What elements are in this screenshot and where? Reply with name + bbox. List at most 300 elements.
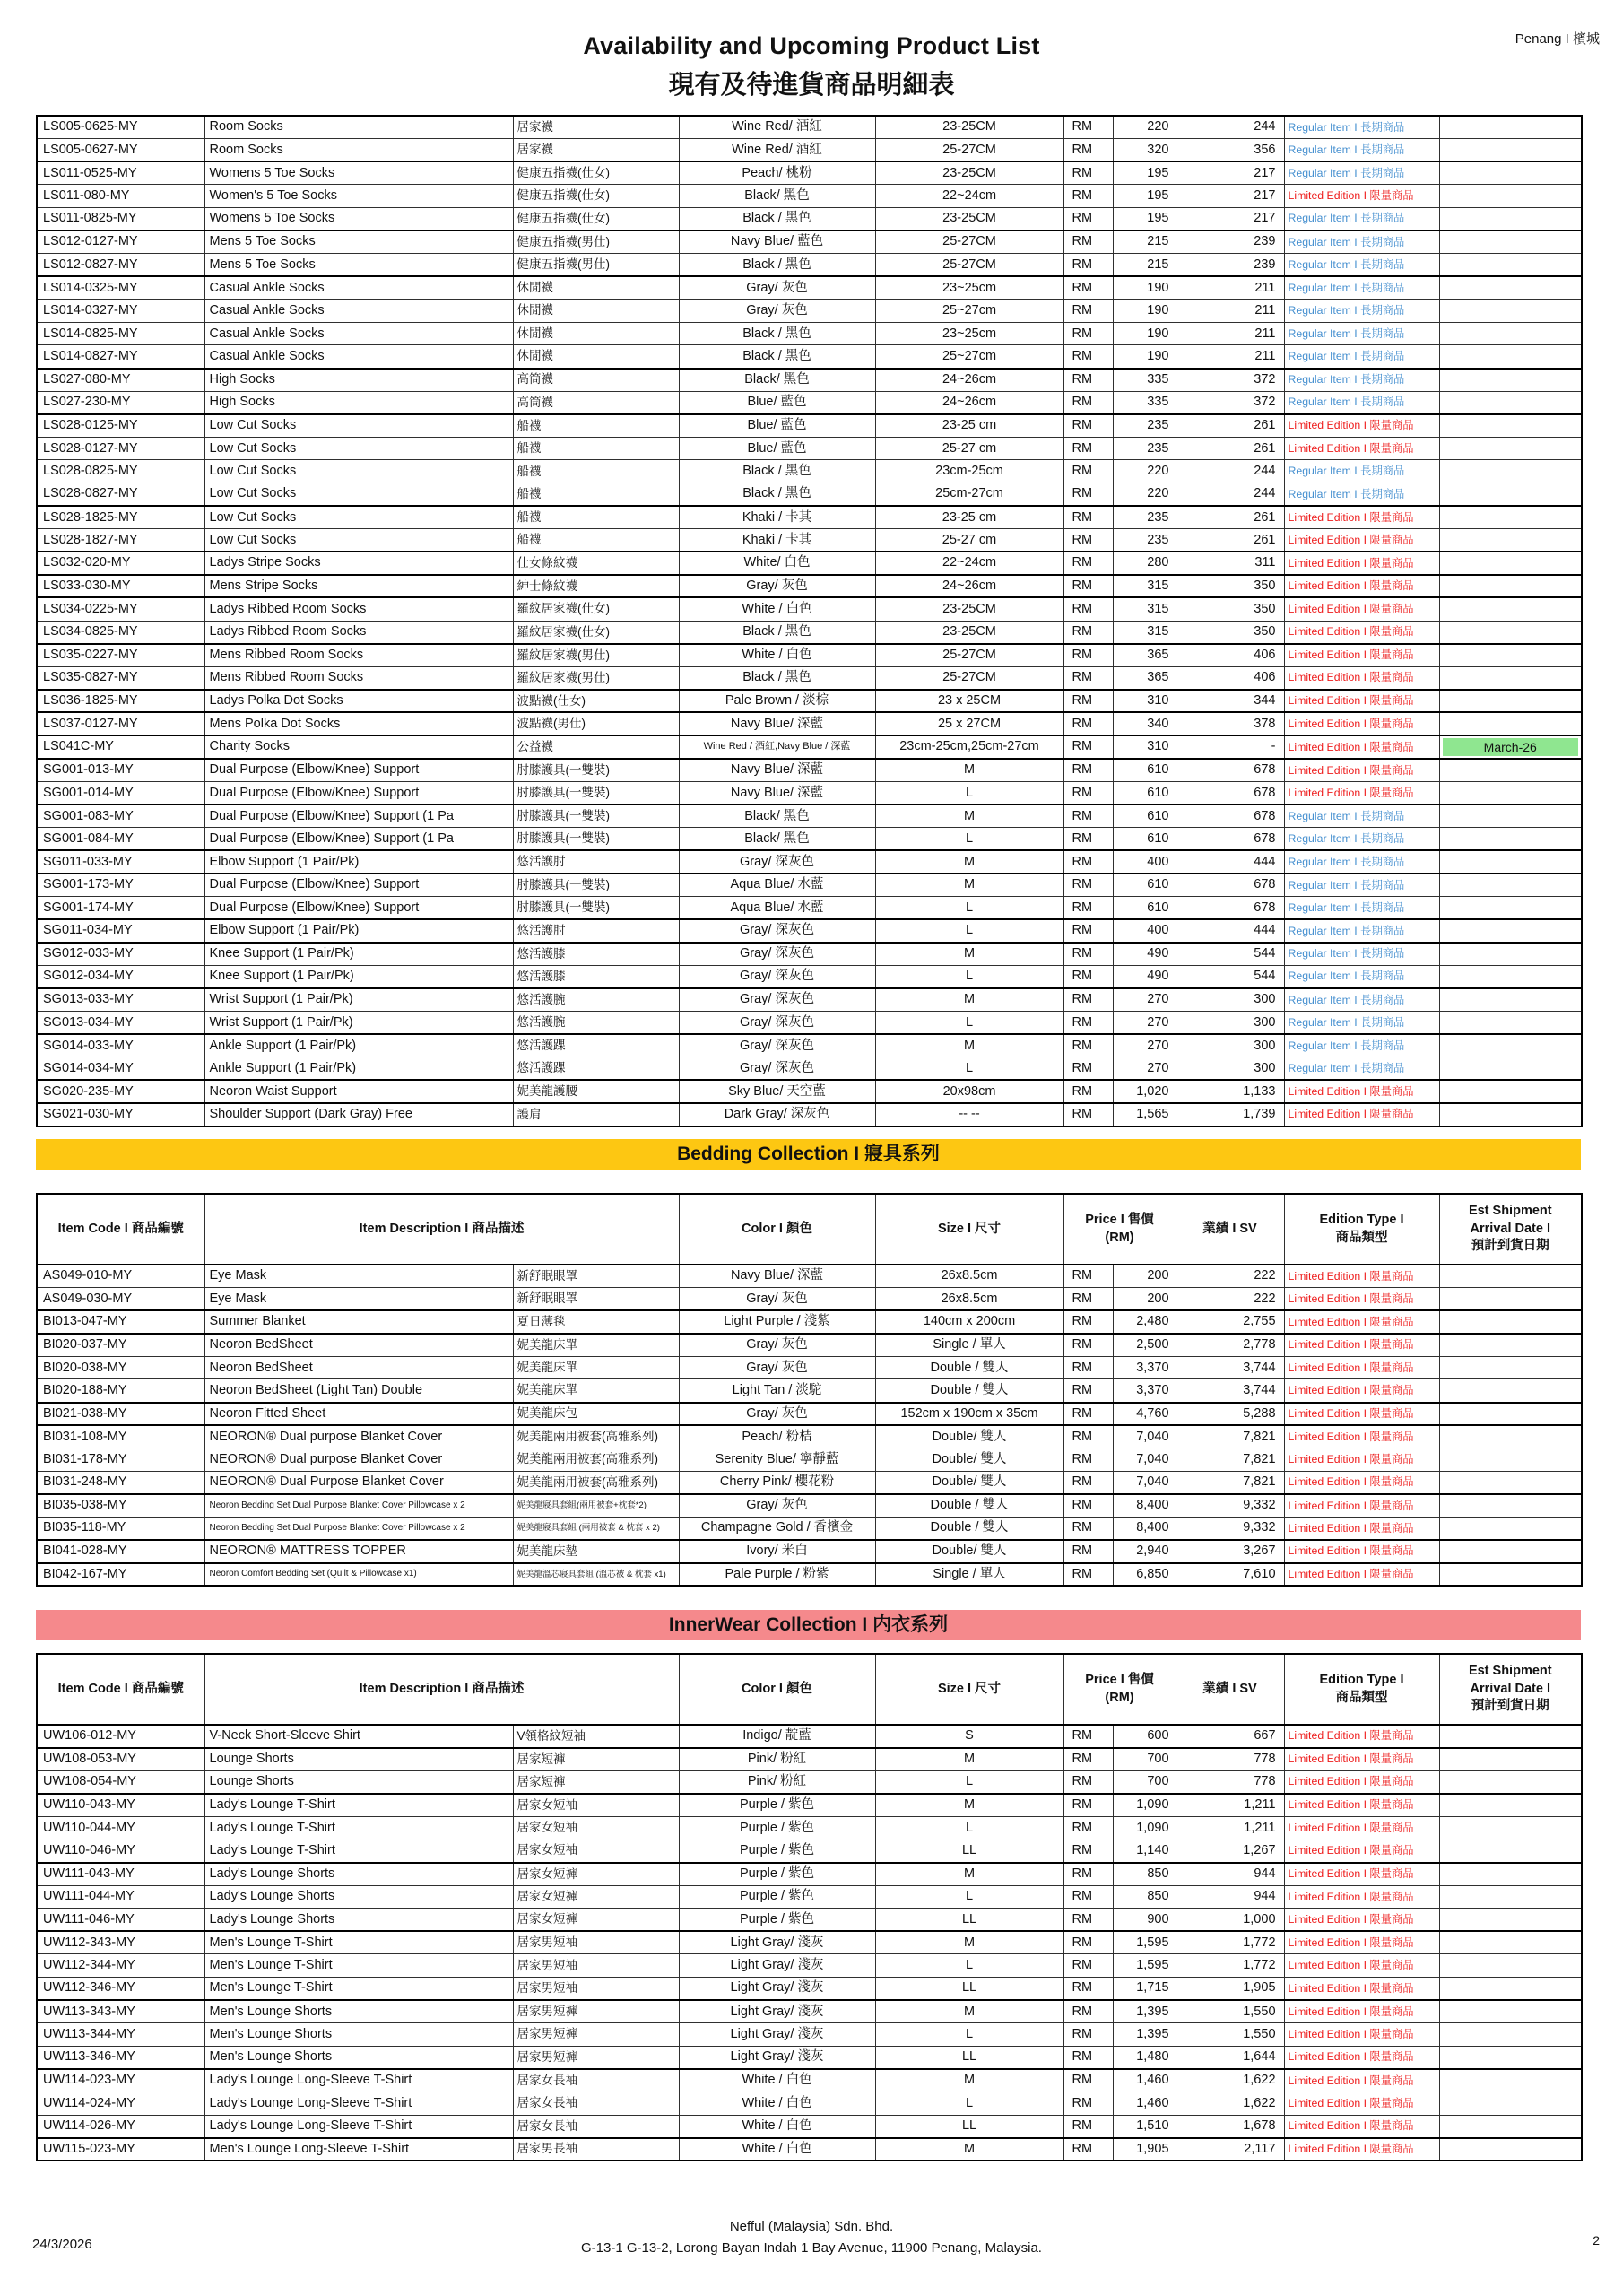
cell-arrival-date: [1439, 2138, 1582, 2161]
cell-currency: RM: [1063, 597, 1113, 621]
header-price: Price I 售價 (RM): [1063, 1194, 1176, 1265]
cell-size: Single / 單人: [875, 1334, 1063, 1357]
product-row: [37, 712, 1582, 735]
cell-size: M: [875, 850, 1063, 874]
cell-desc-zh: 肘膝護具(一雙裝): [513, 804, 679, 828]
cell-desc-en: Wrist Support (1 Pair/Pk): [204, 988, 513, 1012]
cell-color: Gray/ 灰色: [679, 575, 875, 598]
cell-sv: 300: [1176, 1057, 1284, 1081]
cell-desc-en: Knee Support (1 Pair/Pk): [204, 943, 513, 966]
cell-desc-en: Ladys Ribbed Room Socks: [204, 597, 513, 621]
cell-arrival-date: [1439, 597, 1582, 621]
cell-currency: RM: [1063, 897, 1113, 920]
cell-price: 280: [1113, 552, 1176, 575]
cell-sv: 678: [1176, 828, 1284, 851]
cell-desc-zh: 妮美龍溫芯寢具套組 (溫芯被 & 枕套 x1): [513, 1563, 679, 1587]
product-row: [37, 919, 1582, 943]
cell-color: Black/ 黑色: [679, 369, 875, 392]
cell-sv: 1,211: [1176, 1816, 1284, 1839]
cell-desc-en: Mens Ribbed Room Socks: [204, 666, 513, 690]
cell-desc-en: Men's Lounge T-Shirt: [204, 1954, 513, 1978]
cell-desc-en: Men's Lounge Shorts: [204, 2000, 513, 2023]
cell-price: 365: [1113, 666, 1176, 690]
header-item-code: Item Code I 商品編號: [37, 1654, 204, 1725]
cell-size: M: [875, 1863, 1063, 1886]
cell-arrival-date: [1439, 1954, 1582, 1978]
cell-item-code: BI035-038-MY: [37, 1494, 204, 1518]
cell-edition-type: Limited Edition I 限量商品: [1284, 1863, 1439, 1886]
cell-arrival-date: [1439, 1494, 1582, 1518]
cell-currency: RM: [1063, 1080, 1113, 1103]
cell-price: 1,460: [1113, 2069, 1176, 2092]
cell-desc-zh: 船襪: [513, 437, 679, 460]
cell-edition-type: Regular Item I 長期商品: [1284, 230, 1439, 254]
cell-size: L: [875, 782, 1063, 805]
cell-desc-zh: 高筒襪: [513, 391, 679, 414]
cell-desc-zh: 居家女短袖: [513, 1816, 679, 1839]
cell-size: Double / 雙人: [875, 1356, 1063, 1379]
cell-currency: RM: [1063, 460, 1113, 483]
cell-item-code: LS041C-MY: [37, 735, 204, 759]
cell-edition-type: Limited Edition I 限量商品: [1284, 759, 1439, 782]
cell-desc-en: Mens 5 Toe Socks: [204, 230, 513, 254]
cell-item-code: BI041-028-MY: [37, 1540, 204, 1563]
cell-arrival-date: [1439, 874, 1582, 897]
cell-color: Wine Red/ 酒紅: [679, 139, 875, 162]
cell-currency: RM: [1063, 2069, 1113, 2092]
cell-item-code: UW111-043-MY: [37, 1863, 204, 1886]
cell-price: 315: [1113, 597, 1176, 621]
cell-color: Pale Brown / 淡棕: [679, 690, 875, 713]
cell-currency: RM: [1063, 529, 1113, 552]
cell-size: 25~27cm: [875, 345, 1063, 369]
cell-edition-type: Limited Edition I 限量商品: [1284, 575, 1439, 598]
cell-currency: RM: [1063, 552, 1113, 575]
cell-color: Purple / 紫色: [679, 1839, 875, 1863]
cell-arrival-date: [1439, 1448, 1582, 1472]
cell-sv: 1,211: [1176, 1794, 1284, 1817]
cell-size: M: [875, 2138, 1063, 2161]
cell-price: 610: [1113, 804, 1176, 828]
cell-edition-type: Regular Item I 長期商品: [1284, 1057, 1439, 1081]
cell-arrival-date: [1439, 2115, 1582, 2138]
cell-size: S: [875, 1725, 1063, 1748]
cell-size: M: [875, 943, 1063, 966]
cell-sv: 944: [1176, 1885, 1284, 1909]
product-row: [37, 1863, 1582, 1886]
cell-sv: 3,744: [1176, 1356, 1284, 1379]
cell-sv: 7,610: [1176, 1563, 1284, 1587]
cell-price: 220: [1113, 483, 1176, 507]
cell-sv: 667: [1176, 1725, 1284, 1748]
cell-edition-type: Regular Item I 長期商品: [1284, 460, 1439, 483]
cell-sv: 2,755: [1176, 1310, 1284, 1334]
cell-edition-type: Limited Edition I 限量商品: [1284, 1425, 1439, 1448]
product-row: [37, 782, 1582, 805]
cell-currency: RM: [1063, 1954, 1113, 1978]
cell-edition-type: Limited Edition I 限量商品: [1284, 2138, 1439, 2161]
cell-item-code: BI031-108-MY: [37, 1425, 204, 1448]
cell-price: 1,595: [1113, 1931, 1176, 1954]
cell-edition-type: Regular Item I 長期商品: [1284, 919, 1439, 943]
cell-color: Gray/ 灰色: [679, 1334, 875, 1357]
cell-desc-en: Dual Purpose (Elbow/Knee) Support: [204, 782, 513, 805]
cell-desc-en: Lounge Shorts: [204, 1770, 513, 1794]
cell-size: L: [875, 919, 1063, 943]
cell-item-code: SG001-013-MY: [37, 759, 204, 782]
cell-item-code: LS028-0825-MY: [37, 460, 204, 483]
cell-item-code: LS005-0625-MY: [37, 116, 204, 139]
cell-arrival-date: [1439, 1057, 1582, 1081]
cell-color: Light Tan / 淡駝: [679, 1379, 875, 1403]
cell-size: L: [875, 2092, 1063, 2116]
cell-currency: RM: [1063, 1563, 1113, 1587]
cell-arrival-date: [1439, 230, 1582, 254]
cell-item-code: LS012-0127-MY: [37, 230, 204, 254]
cell-item-code: UW108-053-MY: [37, 1748, 204, 1771]
cell-size: LL: [875, 1839, 1063, 1863]
cell-arrival-date: [1439, 1310, 1582, 1334]
cell-edition-type: Regular Item I 長期商品: [1284, 345, 1439, 369]
cell-edition-type: Limited Edition I 限量商品: [1284, 414, 1439, 438]
cell-edition-type: Limited Edition I 限量商品: [1284, 2069, 1439, 2092]
cell-sv: 1,267: [1176, 1839, 1284, 1863]
innerwear-section-banner: InnerWear Collection I 内衣系列: [36, 1610, 1581, 1640]
cell-color: Navy Blue/ 深藍: [679, 712, 875, 735]
header-edition-type: Edition Type I 商品類型: [1284, 1654, 1439, 1725]
cell-arrival-date: [1439, 1034, 1582, 1057]
cell-edition-type: Regular Item I 長期商品: [1284, 116, 1439, 139]
cell-size: 23-25 cm: [875, 414, 1063, 438]
cell-sv: 7,821: [1176, 1425, 1284, 1448]
cell-item-code: LS036-1825-MY: [37, 690, 204, 713]
cell-currency: RM: [1063, 391, 1113, 414]
cell-sv: 3,744: [1176, 1379, 1284, 1403]
product-row: [37, 552, 1582, 575]
cell-color: Champagne Gold / 香檳金: [679, 1518, 875, 1541]
cell-price: 1,090: [1113, 1816, 1176, 1839]
cell-desc-en: Low Cut Socks: [204, 460, 513, 483]
cell-size: 25~27cm: [875, 300, 1063, 323]
cell-color: Black/ 黑色: [679, 804, 875, 828]
cell-currency: RM: [1063, 782, 1113, 805]
cell-size: 23~25cm: [875, 276, 1063, 300]
cell-edition-type: Limited Edition I 限量商品: [1284, 1839, 1439, 1863]
cell-currency: RM: [1063, 1379, 1113, 1403]
cell-item-code: LS033-030-MY: [37, 575, 204, 598]
cell-price: 400: [1113, 919, 1176, 943]
cell-item-code: UW106-012-MY: [37, 1725, 204, 1748]
cell-desc-en: Mens Polka Dot Socks: [204, 712, 513, 735]
cell-currency: RM: [1063, 254, 1113, 277]
cell-desc-zh: 新舒眠眼罩: [513, 1265, 679, 1288]
cell-edition-type: Limited Edition I 限量商品: [1284, 2023, 1439, 2047]
cell-desc-en: Lady's Lounge Shorts: [204, 1863, 513, 1886]
product-row: [37, 506, 1582, 529]
cell-edition-type: Limited Edition I 限量商品: [1284, 1310, 1439, 1334]
header-color: Color I 顏色: [679, 1194, 875, 1265]
cell-price: 700: [1113, 1748, 1176, 1771]
product-row: [37, 1885, 1582, 1909]
cell-sv: 544: [1176, 943, 1284, 966]
cell-arrival-date: [1439, 2092, 1582, 2116]
cell-sv: 217: [1176, 207, 1284, 230]
cell-price: 320: [1113, 139, 1176, 162]
cell-edition-type: Regular Item I 長期商品: [1284, 1034, 1439, 1057]
product-row: [37, 276, 1582, 300]
cell-edition-type: Regular Item I 長期商品: [1284, 988, 1439, 1012]
cell-size: 25-27CM: [875, 644, 1063, 667]
cell-size: 23-25CM: [875, 116, 1063, 139]
cell-edition-type: Regular Item I 長期商品: [1284, 828, 1439, 851]
cell-size: 23cm-25cm: [875, 460, 1063, 483]
cell-sv: 372: [1176, 391, 1284, 414]
cell-desc-zh: 護肩: [513, 1103, 679, 1126]
cell-price: 270: [1113, 1034, 1176, 1057]
cell-item-code: SG014-034-MY: [37, 1057, 204, 1081]
cell-color: Light Gray/ 淺灰: [679, 1931, 875, 1954]
cell-price: 1,905: [1113, 2138, 1176, 2161]
cell-arrival-date: [1439, 529, 1582, 552]
cell-price: 195: [1113, 185, 1176, 208]
cell-item-code: SG001-083-MY: [37, 804, 204, 828]
cell-item-code: LS028-0127-MY: [37, 437, 204, 460]
cell-color: Gray/ 深灰色: [679, 965, 875, 988]
cell-item-code: UW110-046-MY: [37, 1839, 204, 1863]
cell-desc-en: Dual Purpose (Elbow/Knee) Support: [204, 897, 513, 920]
cell-sv: 7,821: [1176, 1471, 1284, 1494]
cell-desc-en: Lounge Shorts: [204, 1748, 513, 1771]
cell-edition-type: Limited Edition I 限量商品: [1284, 1563, 1439, 1587]
cell-color: Gray/ 深灰色: [679, 943, 875, 966]
cell-desc-zh: 悠活護腕: [513, 1012, 679, 1035]
cell-color: Blue/ 藍色: [679, 391, 875, 414]
cell-desc-en: Casual Ankle Socks: [204, 345, 513, 369]
cell-sv: 2,778: [1176, 1334, 1284, 1357]
cell-sv: 1,622: [1176, 2092, 1284, 2116]
product-row: [37, 230, 1582, 254]
cell-size: 23-25 cm: [875, 506, 1063, 529]
cell-arrival-date: [1439, 919, 1582, 943]
cell-edition-type: Limited Edition I 限量商品: [1284, 1494, 1439, 1518]
cell-size: 23~25cm: [875, 322, 1063, 345]
cell-currency: RM: [1063, 644, 1113, 667]
cell-edition-type: Limited Edition I 限量商品: [1284, 644, 1439, 667]
cell-edition-type: Regular Item I 長期商品: [1284, 139, 1439, 162]
cell-price: 3,370: [1113, 1356, 1176, 1379]
cell-sv: 778: [1176, 1748, 1284, 1771]
cell-currency: RM: [1063, 874, 1113, 897]
cell-edition-type: Limited Edition I 限量商品: [1284, 597, 1439, 621]
cell-item-code: LS037-0127-MY: [37, 712, 204, 735]
cell-arrival-date: [1439, 1471, 1582, 1494]
product-row: [37, 874, 1582, 897]
cell-color: Black / 黑色: [679, 345, 875, 369]
cell-desc-zh: 仕女條紋襪: [513, 552, 679, 575]
cell-sv: 9,332: [1176, 1518, 1284, 1541]
cell-color: Sky Blue/ 天空藍: [679, 1080, 875, 1103]
cell-size: 24~26cm: [875, 369, 1063, 392]
cell-arrival-date: [1439, 1103, 1582, 1126]
cell-price: 215: [1113, 254, 1176, 277]
cell-price: 310: [1113, 735, 1176, 759]
cell-price: 235: [1113, 529, 1176, 552]
product-row: [37, 666, 1582, 690]
cell-arrival-date: [1439, 1725, 1582, 1748]
cell-arrival-date: [1439, 804, 1582, 828]
cell-size: 23 x 25CM: [875, 690, 1063, 713]
cell-price: 1,715: [1113, 1978, 1176, 2001]
cell-size: Single / 單人: [875, 1563, 1063, 1587]
product-row: [37, 1334, 1582, 1357]
cell-currency: RM: [1063, 965, 1113, 988]
cell-size: L: [875, 1816, 1063, 1839]
cell-color: Gray/ 灰色: [679, 1288, 875, 1311]
cell-item-code: LS028-1827-MY: [37, 529, 204, 552]
cell-item-code: LS028-0125-MY: [37, 414, 204, 438]
cell-desc-en: Dual Purpose (Elbow/Knee) Support: [204, 874, 513, 897]
cell-desc-en: Eye Mask: [204, 1288, 513, 1311]
cell-desc-en: Lady's Lounge Shorts: [204, 1909, 513, 1932]
cell-sv: 261: [1176, 414, 1284, 438]
cell-desc-zh: 居家襪: [513, 116, 679, 139]
cell-sv: 222: [1176, 1288, 1284, 1311]
product-row: [37, 1518, 1582, 1541]
cell-currency: RM: [1063, 1034, 1113, 1057]
cell-size: 25-27CM: [875, 230, 1063, 254]
cell-arrival-date: [1439, 1334, 1582, 1357]
cell-color: Aqua Blue/ 水藍: [679, 897, 875, 920]
cell-desc-en: Low Cut Socks: [204, 529, 513, 552]
cell-item-code: BI020-038-MY: [37, 1356, 204, 1379]
product-row: [37, 1954, 1582, 1978]
cell-edition-type: Limited Edition I 限量商品: [1284, 506, 1439, 529]
cell-desc-zh: 船襪: [513, 506, 679, 529]
cell-size: L: [875, 965, 1063, 988]
cell-desc-en: Neoron Fitted Sheet: [204, 1403, 513, 1426]
cell-desc-zh: 休閒襪: [513, 300, 679, 323]
cell-desc-zh: 波點襪(男仕): [513, 712, 679, 735]
cell-item-code: SG020-235-MY: [37, 1080, 204, 1103]
cell-item-code: UW113-346-MY: [37, 2046, 204, 2069]
cell-color: Gray/ 灰色: [679, 276, 875, 300]
cell-edition-type: Regular Item I 長期商品: [1284, 965, 1439, 988]
cell-arrival-date: [1439, 116, 1582, 139]
socks-supports-table: [36, 115, 1583, 1127]
cell-edition-type: Limited Edition I 限量商品: [1284, 1885, 1439, 1909]
cell-desc-en: Mens Ribbed Room Socks: [204, 644, 513, 667]
cell-desc-en: Ladys Ribbed Room Socks: [204, 621, 513, 644]
cell-sv: 244: [1176, 483, 1284, 507]
cell-item-code: UW112-346-MY: [37, 1978, 204, 2001]
cell-sv: 239: [1176, 254, 1284, 277]
cell-currency: RM: [1063, 1725, 1113, 1748]
cell-edition-type: Limited Edition I 限量商品: [1284, 1288, 1439, 1311]
product-row: [37, 1540, 1582, 1563]
cell-desc-zh: 居家女短褲: [513, 1863, 679, 1886]
product-row: [37, 850, 1582, 874]
cell-currency: RM: [1063, 850, 1113, 874]
product-row: [37, 1909, 1582, 1932]
cell-item-code: LS035-0827-MY: [37, 666, 204, 690]
cell-item-code: LS011-0825-MY: [37, 207, 204, 230]
header-sv: 業績 I SV: [1176, 1654, 1284, 1725]
cell-currency: RM: [1063, 666, 1113, 690]
cell-color: Purple / 紫色: [679, 1863, 875, 1886]
cell-arrival-date: [1439, 690, 1582, 713]
product-row: [37, 1725, 1582, 1748]
cell-price: 365: [1113, 644, 1176, 667]
cell-color: Peach/ 桃粉: [679, 161, 875, 185]
cell-sv: 678: [1176, 782, 1284, 805]
product-row: [37, 414, 1582, 438]
cell-item-code: LS014-0825-MY: [37, 322, 204, 345]
cell-color: Gray/ 深灰色: [679, 919, 875, 943]
cell-currency: RM: [1063, 139, 1113, 162]
cell-currency: RM: [1063, 345, 1113, 369]
cell-price: 1,140: [1113, 1839, 1176, 1863]
cell-desc-en: Neoron Bedding Set Dual Purpose Blanket Cover Pillowcase x 2: [204, 1494, 513, 1518]
product-row: [37, 161, 1582, 185]
cell-desc-zh: 居家男長袖: [513, 2138, 679, 2161]
cell-desc-zh: 妮美龍床包: [513, 1403, 679, 1426]
cell-item-code: SG013-033-MY: [37, 988, 204, 1012]
cell-currency: RM: [1063, 759, 1113, 782]
product-row: [37, 139, 1582, 162]
cell-currency: RM: [1063, 1885, 1113, 1909]
cell-price: 900: [1113, 1909, 1176, 1932]
cell-desc-zh: 居家男短褲: [513, 2023, 679, 2047]
header-size: Size I 尺寸: [875, 1654, 1063, 1725]
cell-item-code: LS035-0227-MY: [37, 644, 204, 667]
cell-desc-zh: 新舒眠眼罩: [513, 1288, 679, 1311]
cell-item-code: LS032-020-MY: [37, 552, 204, 575]
region-label: Penang I 檳城: [1515, 31, 1600, 47]
cell-color: Gray/ 深灰色: [679, 1057, 875, 1081]
cell-edition-type: Limited Edition I 限量商品: [1284, 690, 1439, 713]
cell-sv: 244: [1176, 460, 1284, 483]
cell-color: White / 白色: [679, 2138, 875, 2161]
cell-size: Double/ 雙人: [875, 1425, 1063, 1448]
product-row: [37, 1403, 1582, 1426]
product-row: [37, 185, 1582, 208]
cell-size: LL: [875, 2115, 1063, 2138]
cell-item-code: LS027-080-MY: [37, 369, 204, 392]
cell-desc-en: Low Cut Socks: [204, 414, 513, 438]
cell-size: 25-27CM: [875, 139, 1063, 162]
cell-item-code: LS014-0827-MY: [37, 345, 204, 369]
cell-arrival-date: [1439, 1794, 1582, 1817]
cell-item-code: LS012-0827-MY: [37, 254, 204, 277]
cell-item-code: SG011-034-MY: [37, 919, 204, 943]
cell-sv: 261: [1176, 529, 1284, 552]
cell-item-code: UW112-343-MY: [37, 1931, 204, 1954]
cell-price: 850: [1113, 1885, 1176, 1909]
cell-item-code: LS011-0525-MY: [37, 161, 204, 185]
table-header-row: [37, 1654, 1582, 1725]
cell-currency: RM: [1063, 712, 1113, 735]
cell-size: M: [875, 1748, 1063, 1771]
cell-color: Blue/ 藍色: [679, 414, 875, 438]
cell-arrival-date: [1439, 345, 1582, 369]
cell-desc-zh: 居家女長袖: [513, 2069, 679, 2092]
cell-sv: 300: [1176, 1012, 1284, 1035]
product-row: [37, 369, 1582, 392]
cell-size: 152cm x 190cm x 35cm: [875, 1403, 1063, 1426]
cell-color: Pale Purple / 粉紫: [679, 1563, 875, 1587]
cell-size: Double/ 雙人: [875, 1448, 1063, 1472]
cell-price: 220: [1113, 116, 1176, 139]
